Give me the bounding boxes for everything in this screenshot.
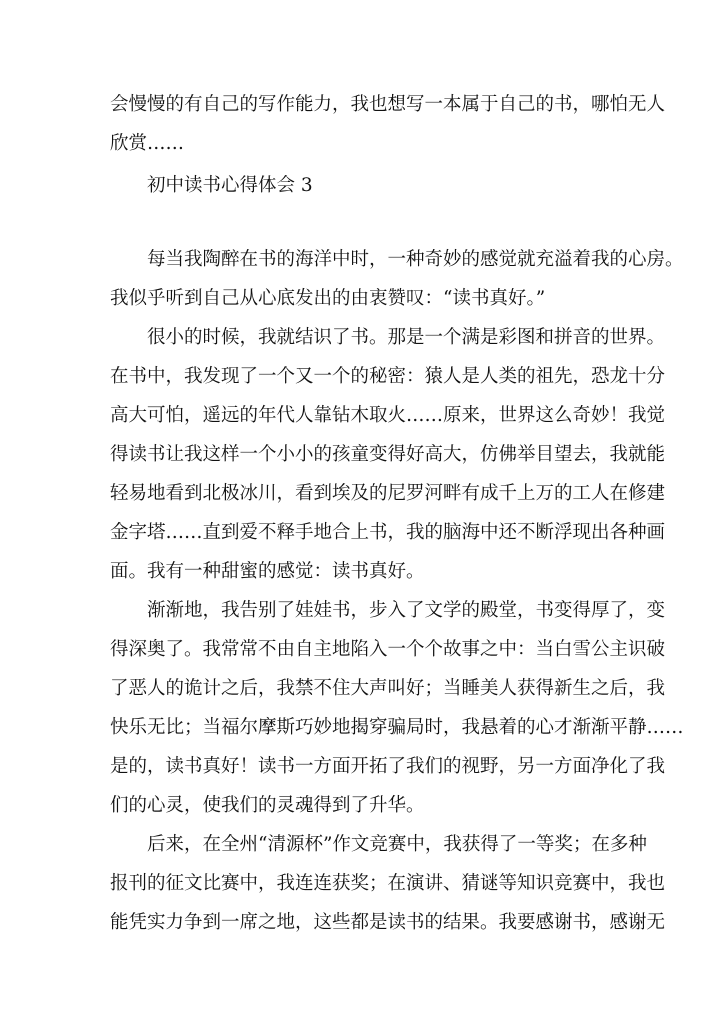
text-line: 得深奥了。我常常不由自主地陷入一个个故事之中：当白雪公主识破 <box>110 639 666 660</box>
text-line: 轻易地看到北极冰川，看到埃及的尼罗河畔有成千上万的工人在修建 <box>110 483 666 504</box>
text-line: 每当我陶醉在书的海洋中时，一种奇妙的感觉就充溢着我的心房。 <box>147 249 684 270</box>
text-line: 很小的时候，我就结识了书。那是一个满是彩图和拼音的世界。 <box>147 327 666 348</box>
text-line: 快乐无比；当福尔摩斯巧妙地揭穿骗局时，我悬着的心才渐渐平静…… <box>110 717 684 738</box>
text-line: 我似乎听到自己从心底发出的由衷赞叹：“读书真好。” <box>110 288 546 309</box>
section-heading: 初中读书心得体会 3 <box>147 175 313 196</box>
text-line: 在书中，我发现了一个又一个的秘密：猿人是人类的祖先，恐龙十分 <box>110 366 666 387</box>
text-line: 得读书让我这样一个小小的孩童变得好高大，仿佛举目望去，我就能 <box>110 444 666 465</box>
text-line: 面。我有一种甜蜜的感觉：读书真好。 <box>110 561 425 582</box>
text-line: 后来，在全州“清源杯”作文竞赛中，我获得了一等奖；在多种 <box>147 834 647 855</box>
text-line: 渐渐地，我告别了娃娃书，步入了文学的殿堂，书变得厚了，变 <box>147 600 666 621</box>
text-line: 高大可怕，遥远的年代人靠钻木取火……原来，世界这么奇妙！我觉 <box>110 405 666 426</box>
text-line: 报刊的征文比赛中，我连连获奖；在演讲、猜谜等知识竞赛中，我也 <box>110 873 666 894</box>
text-line: 了恶人的诡计之后，我禁不住大声叫好；当睡美人获得新生之后，我 <box>110 678 666 699</box>
text-line: 金字塔……直到爱不释手地合上书，我的脑海中还不断浮现出各种画 <box>110 522 666 543</box>
text-line: 能凭实力争到一席之地，这些都是读书的结果。我要感谢书，感谢无 <box>110 912 666 933</box>
text-line: 会慢慢的有自己的写作能力，我也想写一本属于自己的书，哪怕无人 <box>110 94 666 115</box>
text-line: 欣赏…… <box>110 133 185 154</box>
text-line: 们的心灵，使我们的灵魂得到了升华。 <box>110 795 425 816</box>
text-line: 是的，读书真好！读书一方面开拓了我们的视野，另一方面净化了我 <box>110 756 666 777</box>
